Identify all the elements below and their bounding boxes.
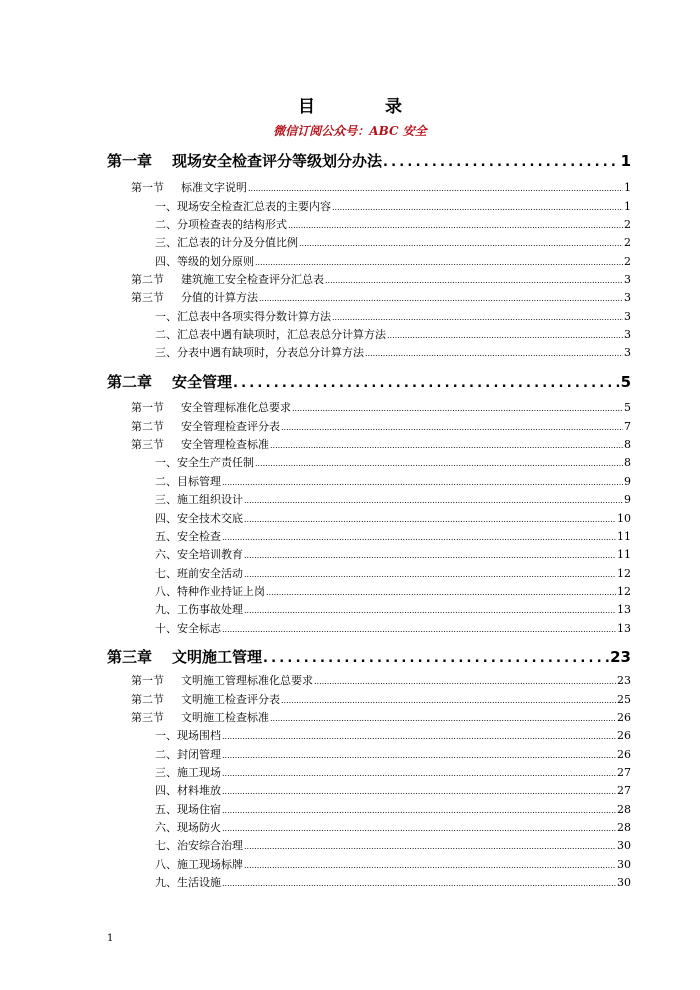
toc-page-number: 30	[617, 839, 631, 852]
toc-entry-text: 五、现场住宿	[155, 803, 221, 816]
toc-page-number: 2	[624, 218, 631, 231]
toc-entry-text: 三、分表中遇有缺项时，分表总分计算方法	[155, 346, 364, 359]
toc-item-row[interactable]	[155, 782, 631, 798]
toc-page-number: 3	[624, 291, 631, 304]
dot-leader	[244, 551, 616, 560]
toc-section-row[interactable]	[131, 179, 631, 195]
toc-page-number: 26	[617, 729, 631, 742]
dot-leader	[222, 732, 616, 741]
toc-entry-label	[131, 672, 313, 688]
toc-entry-label	[155, 546, 243, 562]
toc-entry-label	[155, 819, 221, 835]
toc-chapter-row[interactable]	[107, 371, 631, 392]
toc-page-number: 11	[617, 530, 631, 543]
toc-entry-number: 第一节	[131, 181, 164, 194]
toc-entry-number: 第三节	[131, 711, 164, 724]
title-right: 录	[385, 97, 402, 117]
toc-page-number: 23	[617, 674, 631, 687]
toc-entry-label	[155, 856, 243, 872]
dot-leader	[244, 515, 616, 524]
toc-entry-number: 第二节	[131, 420, 164, 433]
toc-entry-number: 第一章	[107, 152, 153, 170]
toc-page-number: 2	[624, 255, 631, 268]
toc-entry-text: 十、安全标志	[155, 622, 221, 635]
toc-page-number: 30	[617, 858, 631, 871]
toc-page-number: 5	[620, 373, 631, 391]
dot-leader	[332, 313, 623, 322]
toc-entry-label	[155, 326, 386, 342]
toc-entry-text: 建筑施工安全检查评分汇总表	[181, 273, 324, 286]
toc-entry-text: 二、汇总表中遇有缺项时，汇总表总分计算方法	[155, 328, 386, 341]
toc-entry-label	[155, 837, 243, 853]
toc-item-row[interactable]	[155, 837, 631, 853]
dot-leader	[281, 696, 616, 705]
dot-leader	[266, 588, 616, 597]
dot-leader	[332, 203, 623, 212]
toc-page-number: 2	[624, 236, 631, 249]
toc-page-number: 28	[617, 803, 631, 816]
toc-entry-label	[155, 454, 254, 470]
toc-section-row[interactable]	[131, 399, 631, 415]
toc-page-number: 5	[624, 401, 631, 414]
toc-entry-text: 安全管理	[172, 373, 233, 391]
toc-entry-label	[155, 216, 287, 232]
toc-entry-text: 二、目标管理	[155, 475, 221, 488]
toc-page-number: 3	[624, 310, 631, 323]
toc-section-row[interactable]	[131, 709, 631, 725]
toc-item-row[interactable]	[155, 874, 631, 890]
toc-entry-text: 三、汇总表的计分及分值比例	[155, 236, 298, 249]
dot-leader	[259, 294, 623, 303]
toc-entry-label	[155, 473, 221, 489]
toc-entry-text: 九、工伤事故处理	[155, 603, 243, 616]
dot-leader	[233, 376, 620, 391]
toc-page-number: 9	[624, 475, 631, 488]
toc-entry-text: 七、班前安全活动	[155, 567, 243, 580]
toc-entry-number: 第二节	[131, 273, 164, 286]
toc-chapter-row[interactable]	[107, 646, 631, 667]
toc-entry-label	[107, 371, 232, 392]
toc-entry-text: 安全管理检查评分表	[181, 420, 280, 433]
toc-entry-number: 第三节	[131, 291, 164, 304]
toc-entry-text: 一、安全生产责任制	[155, 456, 254, 469]
toc-entry-text: 标准文字说明	[181, 181, 247, 194]
toc-entry-label	[155, 874, 221, 890]
toc-page-number: 26	[617, 711, 631, 724]
toc-page-number: 7	[624, 420, 631, 433]
dot-leader	[314, 677, 616, 686]
toc-entry-text: 文明施工检查评分表	[181, 693, 280, 706]
toc-item-row[interactable]	[155, 344, 631, 360]
dot-leader	[222, 625, 616, 634]
toc-entry-label	[107, 150, 382, 171]
page-number: 1	[107, 933, 114, 944]
toc-page-number: 27	[617, 766, 631, 779]
toc-entry-label	[131, 709, 269, 725]
toc-entry-text: 现场安全检查评分等级划分办法	[172, 152, 383, 170]
toc-entry-text: 安全管理检查标准	[181, 438, 269, 451]
toc-page-number: 13	[617, 622, 631, 635]
toc-entry-text: 文明施工管理	[172, 648, 263, 666]
dot-leader	[255, 258, 623, 267]
toc-entry-label	[131, 436, 269, 452]
toc-section-row[interactable]	[131, 289, 631, 305]
toc-page-number: 30	[617, 876, 631, 889]
toc-page-number: 3	[624, 273, 631, 286]
toc-entry-text: 安全管理标准化总要求	[181, 401, 291, 414]
toc-entry-label	[155, 801, 221, 817]
toc-page-number: 3	[624, 328, 631, 341]
toc-entry-label	[155, 510, 243, 526]
dot-leader	[387, 331, 623, 340]
toc-entry-text: 五、安全检查	[155, 530, 221, 543]
toc-item-row[interactable]	[155, 253, 631, 269]
toc-entry-label	[131, 271, 324, 287]
toc-entry-label	[155, 583, 265, 599]
toc-item-row[interactable]	[155, 546, 631, 562]
dot-leader	[244, 861, 616, 870]
toc-item-row[interactable]	[155, 528, 631, 544]
toc-page-number: 23	[610, 648, 631, 666]
toc-entry-label	[155, 528, 221, 544]
toc-item-row[interactable]	[155, 583, 631, 599]
dot-leader	[248, 184, 623, 193]
toc-entry-label	[155, 620, 221, 636]
toc-page-number: 8	[624, 438, 631, 451]
toc-entry-label	[155, 308, 331, 324]
toc-entry-label	[131, 399, 291, 415]
toc-entry-text: 四、材料堆放	[155, 784, 221, 797]
toc-item-row[interactable]	[155, 856, 631, 872]
toc-item-row[interactable]	[155, 454, 631, 470]
toc-page-number: 28	[617, 821, 631, 834]
toc-item-row[interactable]	[155, 764, 631, 780]
toc-page-number: 25	[617, 693, 631, 706]
dot-leader	[222, 769, 616, 778]
toc-entry-text: 九、生活设施	[155, 876, 221, 889]
toc-entry-label	[155, 253, 254, 269]
toc-page-number: 12	[617, 585, 631, 598]
toc-section-row[interactable]	[131, 691, 631, 707]
toc-page-number: 1	[624, 200, 631, 213]
dot-leader	[270, 441, 623, 450]
toc-entry-text: 文明施工检查标准	[181, 711, 269, 724]
toc-page-number: 11	[617, 548, 631, 561]
toc-item-row[interactable]	[155, 491, 631, 507]
toc-item-row[interactable]	[155, 216, 631, 232]
dot-leader	[222, 751, 616, 760]
dot-leader	[255, 459, 623, 468]
toc-entry-number: 第三节	[131, 438, 164, 451]
toc-item-row[interactable]	[155, 198, 631, 214]
toc-page-number: 3	[624, 346, 631, 359]
toc-entry-text: 二、封闭管理	[155, 748, 221, 761]
toc-entry-label	[155, 344, 364, 360]
toc-entry-label	[155, 782, 221, 798]
dot-leader	[244, 570, 616, 579]
toc-entry-text: 二、分项检查表的结构形式	[155, 218, 287, 231]
toc-entry-label	[131, 289, 258, 305]
toc-item-row[interactable]	[155, 601, 631, 617]
toc-item-row[interactable]	[155, 746, 631, 762]
toc-entry-text: 八、特种作业持证上岗	[155, 585, 265, 598]
toc-entry-label	[155, 727, 221, 743]
toc-page-number: 12	[617, 567, 631, 580]
toc-item-row[interactable]	[155, 727, 631, 743]
dot-leader	[222, 824, 616, 833]
toc-page-number: 1	[620, 152, 631, 170]
toc-entry-text: 七、治安综合治理	[155, 839, 243, 852]
toc-entry-text: 四、安全技术交底	[155, 512, 243, 525]
toc-entry-text: 三、施工现场	[155, 766, 221, 779]
toc-page-number: 13	[617, 603, 631, 616]
toc-entry-label	[155, 491, 243, 507]
toc-entry-number: 第二节	[131, 693, 164, 706]
toc-chapter-row[interactable]	[107, 150, 631, 171]
toc-item-row[interactable]	[155, 308, 631, 324]
toc-item-row[interactable]	[155, 565, 631, 581]
subtitle: 微信订阅公众号：ABC 安全	[273, 124, 427, 138]
dot-leader	[222, 787, 616, 796]
toc-entry-label	[155, 601, 243, 617]
toc-item-row[interactable]	[155, 801, 631, 817]
dot-leader	[244, 606, 616, 615]
dot-leader	[270, 714, 616, 723]
title-left: 目	[298, 97, 315, 117]
toc-page-number: 8	[624, 456, 631, 469]
toc-entry-label	[131, 179, 247, 195]
toc-entry-label	[107, 646, 262, 667]
toc-page-number: 9	[624, 493, 631, 506]
toc-entry-label	[155, 234, 298, 250]
toc-entry-text: 一、现场围档	[155, 729, 221, 742]
toc-entry-text: 六、安全培训教育	[155, 548, 243, 561]
toc-item-row[interactable]	[155, 473, 631, 489]
toc-page-number: 27	[617, 784, 631, 797]
dot-leader	[288, 221, 623, 230]
toc-entry-label	[131, 691, 280, 707]
toc-page-number: 26	[617, 748, 631, 761]
toc-page-number: 1	[624, 181, 631, 194]
toc-entry-text: 一、汇总表中各项实得分数计算方法	[155, 310, 331, 323]
dot-leader	[325, 276, 623, 285]
toc-entry-number: 第一节	[131, 674, 164, 687]
toc-entry-text: 四、等级的划分原则	[155, 255, 254, 268]
dot-leader	[244, 842, 616, 851]
toc-page-number: 10	[617, 512, 631, 525]
toc-entry-label	[155, 565, 243, 581]
toc-entry-text: 一、现场安全检查汇总表的主要内容	[155, 200, 331, 213]
dot-leader	[365, 349, 623, 358]
toc-entry-text: 分值的计算方法	[181, 291, 258, 304]
toc-section-row[interactable]	[131, 418, 631, 434]
toc-entry-label	[155, 198, 331, 214]
dot-leader	[244, 496, 623, 505]
dot-leader	[222, 879, 616, 888]
dot-leader	[222, 533, 616, 542]
toc-entry-text: 文明施工管理标准化总要求	[181, 674, 313, 687]
dot-leader	[292, 404, 623, 413]
toc-section-row[interactable]	[131, 271, 631, 287]
toc-entry-label	[155, 746, 221, 762]
toc-entry-text: 六、现场防火	[155, 821, 221, 834]
dot-leader	[263, 651, 609, 666]
toc-section-row[interactable]	[131, 672, 631, 688]
toc-section-row[interactable]	[131, 436, 631, 452]
dot-leader	[281, 423, 623, 432]
toc-entry-number: 第一节	[131, 401, 164, 414]
toc-item-row[interactable]	[155, 620, 631, 636]
toc-item-row[interactable]	[155, 326, 631, 342]
toc-entry-text: 八、施工现场标牌	[155, 858, 243, 871]
dot-leader	[222, 806, 616, 815]
toc-item-row[interactable]	[155, 819, 631, 835]
toc-item-row[interactable]	[155, 234, 631, 250]
toc-entry-number: 第二章	[107, 373, 153, 391]
toc-entry-label	[155, 764, 221, 780]
toc-item-row[interactable]	[155, 510, 631, 526]
toc-entry-label	[131, 418, 280, 434]
dot-leader	[222, 478, 623, 487]
toc-entry-number: 第三章	[107, 648, 153, 666]
dot-leader	[383, 155, 620, 170]
toc-entry-text: 三、施工组织设计	[155, 493, 243, 506]
dot-leader	[299, 239, 623, 248]
